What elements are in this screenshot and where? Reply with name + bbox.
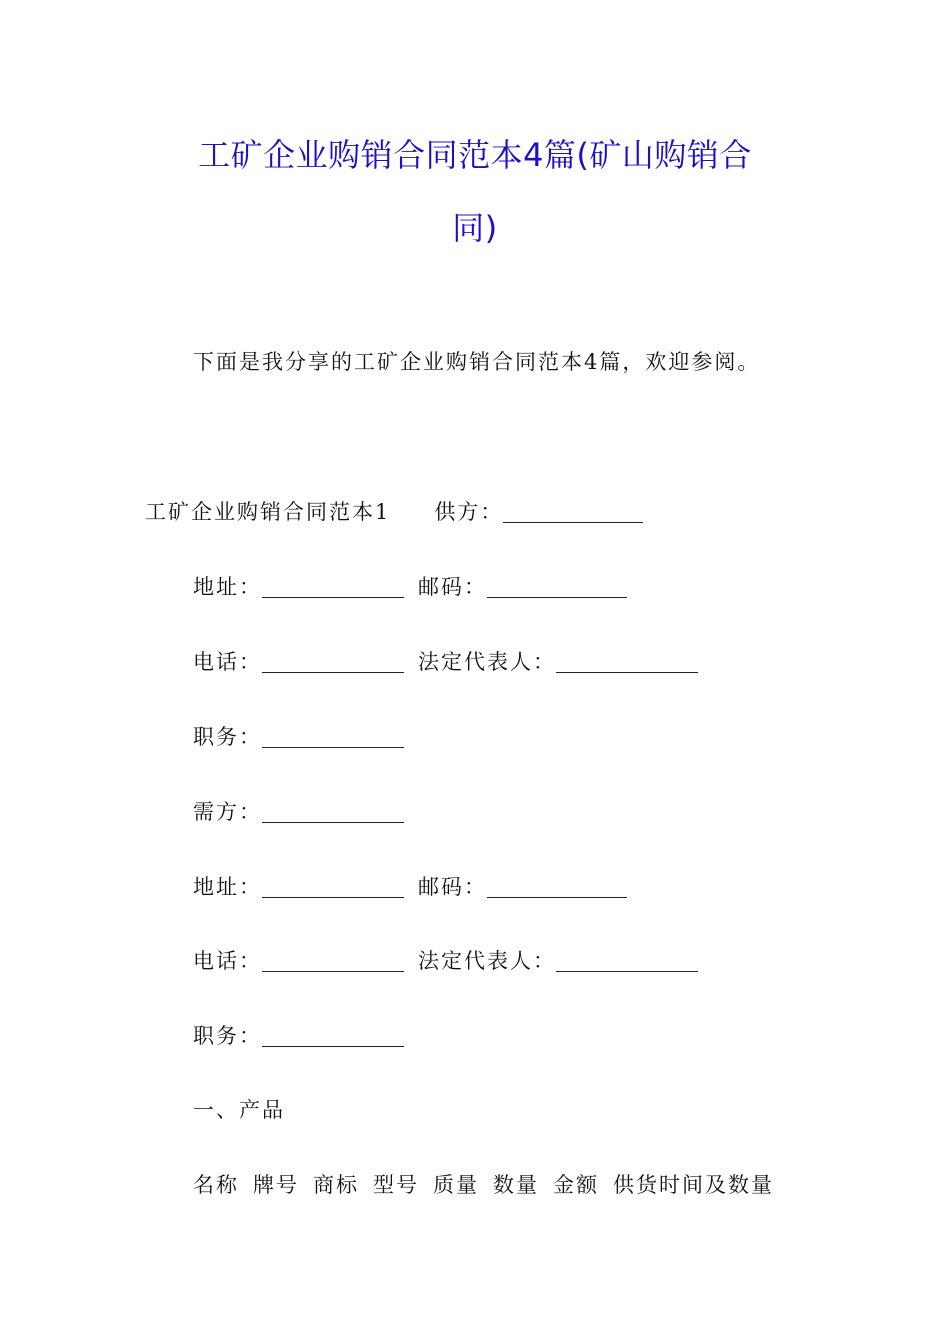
column-header: 数量 <box>493 1173 539 1197</box>
supplier-address-line <box>193 571 627 601</box>
address-label: 地址： <box>193 875 262 899</box>
column-header: 供货时间及数量 <box>613 1173 774 1197</box>
supplier-position-line <box>193 721 404 751</box>
supplier-line <box>145 496 643 526</box>
column-header: 型号 <box>373 1173 419 1197</box>
phone-blank[interactable] <box>262 953 404 972</box>
address-label: 地址： <box>193 575 262 599</box>
product-columns-row <box>193 1169 774 1199</box>
legal-rep-label: 法定代表人： <box>418 949 556 973</box>
legal-rep-blank[interactable] <box>556 953 698 972</box>
phone-blank[interactable] <box>262 654 404 673</box>
legal-rep-label: 法定代表人： <box>418 650 556 674</box>
postcode-blank[interactable] <box>487 879 627 898</box>
legal-rep-blank[interactable] <box>556 654 698 673</box>
postcode-blank[interactable] <box>487 579 627 598</box>
contract-heading: 工矿企业购销合同范本1 <box>145 500 391 524</box>
document-title-line-1: 工矿企业购销合同范本4篇(矿山购销合 <box>198 136 752 174</box>
phone-label: 电话： <box>193 949 262 973</box>
buyer-position-line <box>193 1020 404 1050</box>
column-header: 金额 <box>553 1173 599 1197</box>
intro-paragraph: 下面是我分享的工矿企业购销合同范本4篇，欢迎参阅。 <box>193 350 761 374</box>
position-label: 职务： <box>193 725 262 749</box>
buyer-blank[interactable] <box>262 804 404 823</box>
document-title-line-2: 同) <box>452 209 498 247</box>
buyer-address-line <box>193 871 627 901</box>
column-header: 牌号 <box>253 1173 299 1197</box>
address-blank[interactable] <box>262 879 404 898</box>
supplier-blank[interactable] <box>503 504 643 523</box>
supplier-phone-line <box>193 646 698 676</box>
buyer-line <box>193 796 404 826</box>
product-heading: 一、产品 <box>193 1098 285 1122</box>
buyer-label: 需方： <box>193 800 262 824</box>
position-blank[interactable] <box>262 1028 404 1047</box>
address-blank[interactable] <box>262 579 404 598</box>
phone-label: 电话： <box>193 650 262 674</box>
position-label: 职务： <box>193 1024 262 1048</box>
postcode-label: 邮码： <box>418 575 487 599</box>
position-blank[interactable] <box>262 729 404 748</box>
column-header: 商标 <box>313 1173 359 1197</box>
column-header: 名称 <box>193 1173 239 1197</box>
column-header: 质量 <box>433 1173 479 1197</box>
buyer-phone-line <box>193 945 698 975</box>
postcode-label: 邮码： <box>418 875 487 899</box>
supplier-label: 供方： <box>434 500 504 524</box>
